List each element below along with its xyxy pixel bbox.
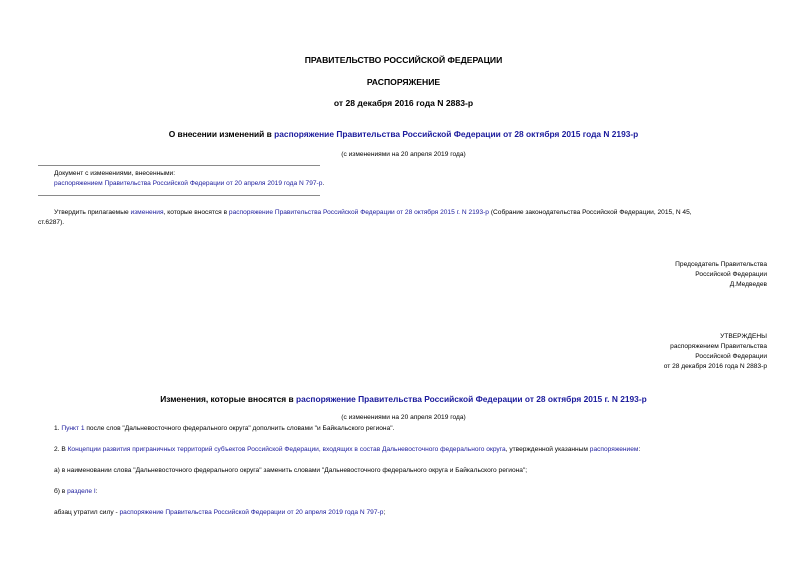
body-paragraph-line1 xyxy=(54,209,692,216)
item-2-end: : xyxy=(638,446,641,453)
changes-title-prefix: Изменения, которые вносятся в xyxy=(160,394,296,404)
title-link[interactable]: распоряжение Правительства Российской Федерации от 28 октября 2015 года N 2193-р xyxy=(274,129,639,139)
item-repealed xyxy=(54,509,385,516)
item-2-text: , утвержденной указанным xyxy=(505,446,590,453)
item-repealed-link[interactable]: распоряжение Правительства Российской Федерации от 20 апреля 2019 года N 797-р xyxy=(119,509,384,516)
item-b-link[interactable]: разделе I xyxy=(67,488,96,495)
item-b-prefix: б) в xyxy=(54,488,68,495)
amendments-period: . xyxy=(322,180,325,187)
divider-top xyxy=(38,165,320,166)
signature-line1: Председатель Правительства xyxy=(675,261,767,268)
changes-title-link[interactable]: распоряжение Правительства Российской Федерации от 28 октября 2015 г. N 2193-р xyxy=(295,394,647,404)
item-repealed-end: ; xyxy=(383,509,386,516)
item-b-end: : xyxy=(95,488,98,495)
divider-bottom xyxy=(38,195,320,196)
item-a: а) в наименовании слова "Дальневосточного федерального округа" заменить словами "Дальневосточного федерального округа и Байкальского региона"; xyxy=(54,467,528,474)
body-paragraph-line2: ст.6287). xyxy=(38,219,65,226)
changes-amended-note: (с изменениями на 20 апреля 2019 года) xyxy=(341,414,466,421)
item-repealed-prefix: абзац утратил силу - xyxy=(54,509,120,516)
doc-date-number: от 28 декабря 2016 года N 2883-р xyxy=(333,98,474,108)
body-text2: , которые вносятся в xyxy=(163,209,229,216)
amendments-link[interactable]: распоряжением Правительства Российской Федерации от 20 апреля 2019 года N 797-р xyxy=(54,180,323,187)
amendments-line xyxy=(54,180,324,187)
org-heading: ПРАВИТЕЛЬСТВО РОССИЙСКОЙ ФЕДЕРАЦИИ xyxy=(304,55,503,65)
item-2-num: 2. В xyxy=(54,446,68,453)
body-link-changes[interactable]: изменения xyxy=(130,209,164,216)
title-prefix: О внесении изменений в xyxy=(168,129,275,139)
approved-line2: распоряжением Правительства xyxy=(670,343,767,350)
approved-line4: от 28 декабря 2016 года N 2883-р xyxy=(663,363,767,370)
item-2 xyxy=(54,446,640,453)
changes-title xyxy=(0,394,807,404)
body-text3: (Собрание законодательства Российской Федерации, 2015, N 45, xyxy=(488,209,692,216)
approved-line1: УТВЕРЖДЕНЫ xyxy=(720,333,767,340)
item-2-link-concept[interactable]: Концепции развития приграничных территорий субъектов Российской Федерации, входящих в состав Дальневосточного федерального округа xyxy=(67,446,506,453)
amendments-label: Документ с изменениями, внесенными: xyxy=(54,170,176,177)
signature-line2: Российской Федерации xyxy=(695,271,767,278)
signature-name: Д.Медведев xyxy=(729,281,767,288)
body-link-order[interactable]: распоряжение Правительства Российской Федерации от 28 октября 2015 г. N 2193-р xyxy=(228,209,489,216)
item-2-link-order[interactable]: распоряжением xyxy=(589,446,639,453)
body-text1: Утвердить прилагаемые xyxy=(54,209,131,216)
item-1-text: после слов "Дальневосточного федерального округа" дополнить словами "и Байкальского региона". xyxy=(84,425,395,432)
item-1-num: 1. xyxy=(54,425,62,432)
item-b xyxy=(54,488,98,495)
item-1-link[interactable]: Пункт 1 xyxy=(61,425,85,432)
doc-type-heading: РАСПОРЯЖЕНИЕ xyxy=(366,77,441,87)
title-amended-note: (с изменениями на 20 апреля 2019 года) xyxy=(341,151,466,158)
item-1 xyxy=(54,425,394,432)
approved-line3: Российской Федерации xyxy=(695,353,767,360)
document-title xyxy=(0,129,807,139)
